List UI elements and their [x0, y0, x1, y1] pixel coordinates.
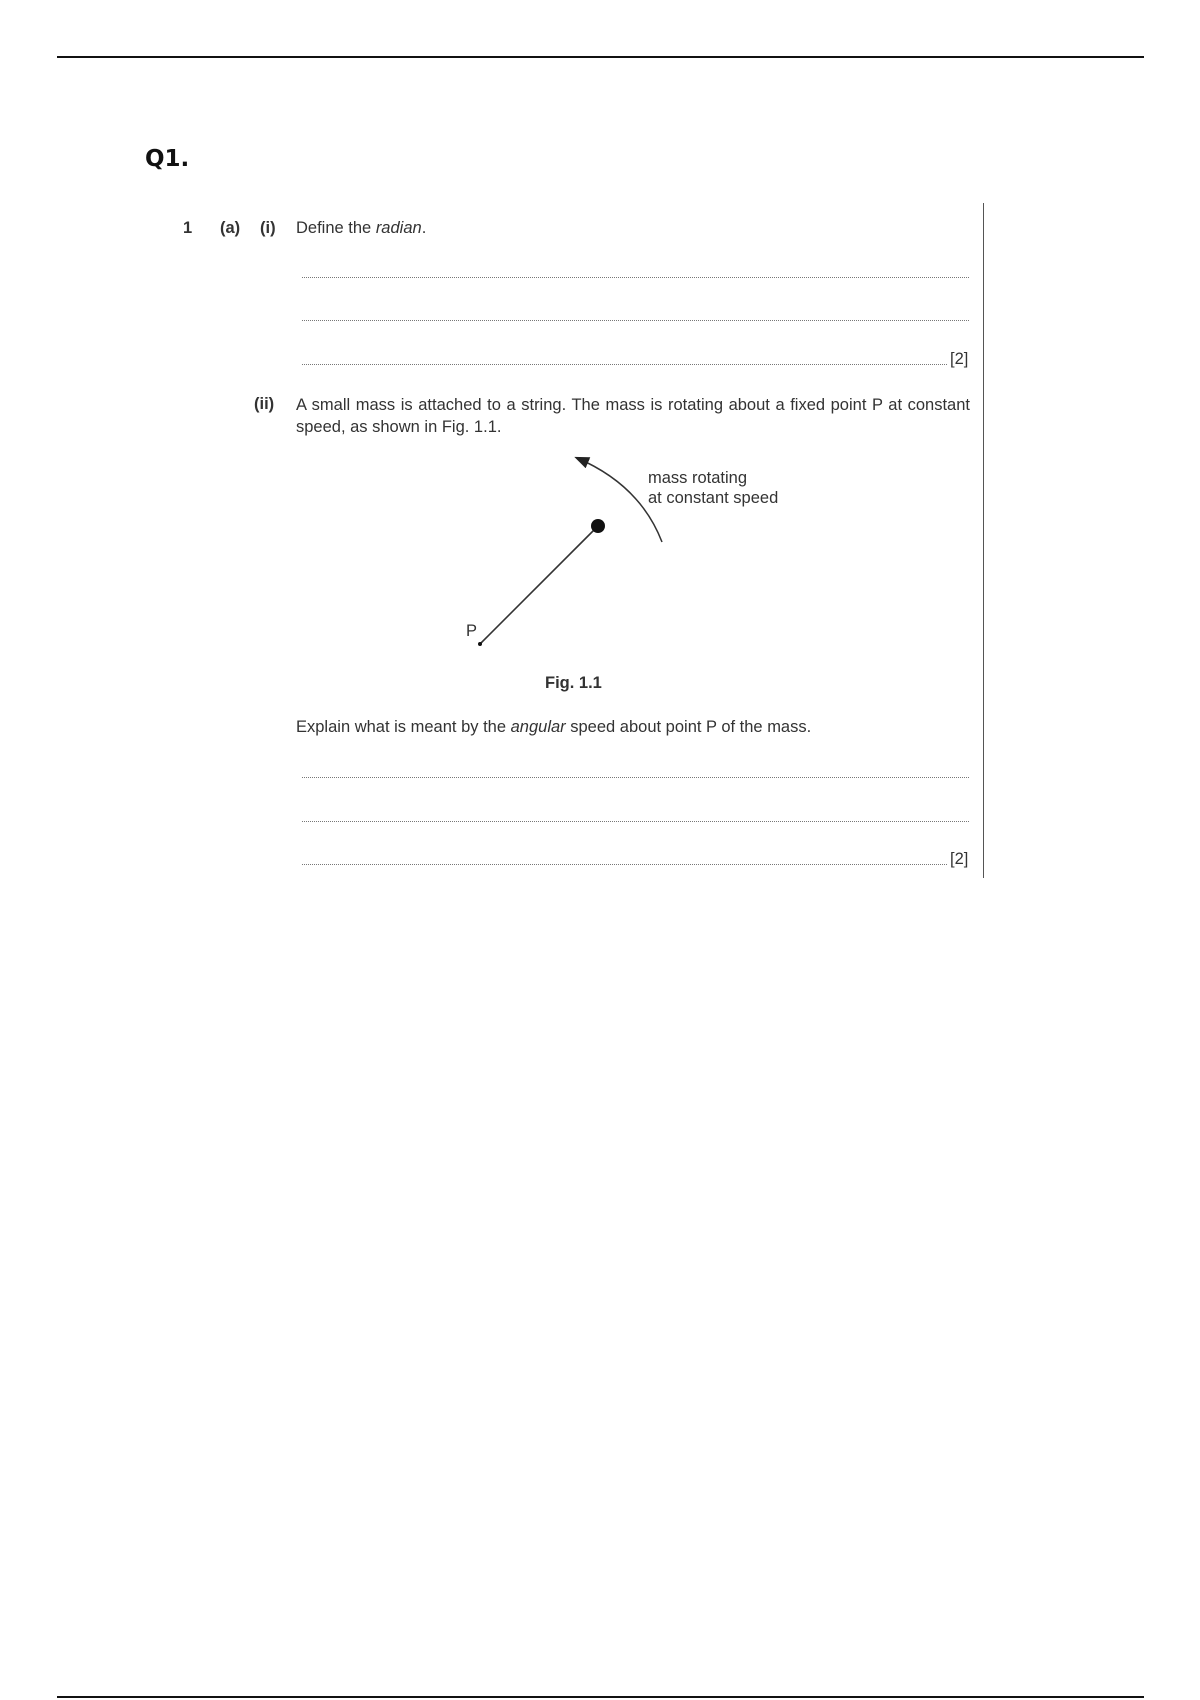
subpart-i-label: (i) — [260, 219, 276, 237]
question-heading: Q1. — [145, 146, 190, 172]
figure-caption: Fig. 1.1 — [545, 674, 602, 692]
pivot-point — [478, 642, 482, 646]
subpart-ii-label: (ii) — [254, 395, 275, 413]
string-line — [480, 526, 598, 644]
part-i-prompt: Define the radian. — [296, 219, 427, 237]
header-rule — [57, 56, 1144, 58]
margin-line — [983, 203, 984, 878]
footer-rule — [57, 1696, 1144, 1698]
part-label: (a) — [220, 219, 241, 237]
answer-line[interactable] — [302, 864, 947, 865]
term-radian: radian — [375, 219, 422, 237]
part-ii-text: A small mass is attached to a string. The mass is rotating about a fixed point P at constant speed, as shown in Fig. 1.1. — [296, 396, 970, 436]
part-ii-prompt: Explain what is meant by the angular speed about point P of the mass. — [296, 718, 812, 736]
answer-line[interactable] — [302, 821, 969, 822]
marks-label: [2] — [950, 350, 969, 368]
figure-label: mass rotating at constant speed — [648, 469, 779, 507]
answer-line[interactable] — [302, 364, 947, 365]
point-p-label: P — [466, 622, 478, 640]
marks-label: [2] — [950, 850, 969, 868]
question-number: 1 — [183, 219, 193, 237]
answer-line[interactable] — [302, 320, 969, 321]
rotating-mass — [591, 519, 605, 533]
answer-line[interactable] — [302, 777, 969, 778]
answer-line[interactable] — [302, 277, 969, 278]
term-angular: angular — [510, 718, 566, 736]
